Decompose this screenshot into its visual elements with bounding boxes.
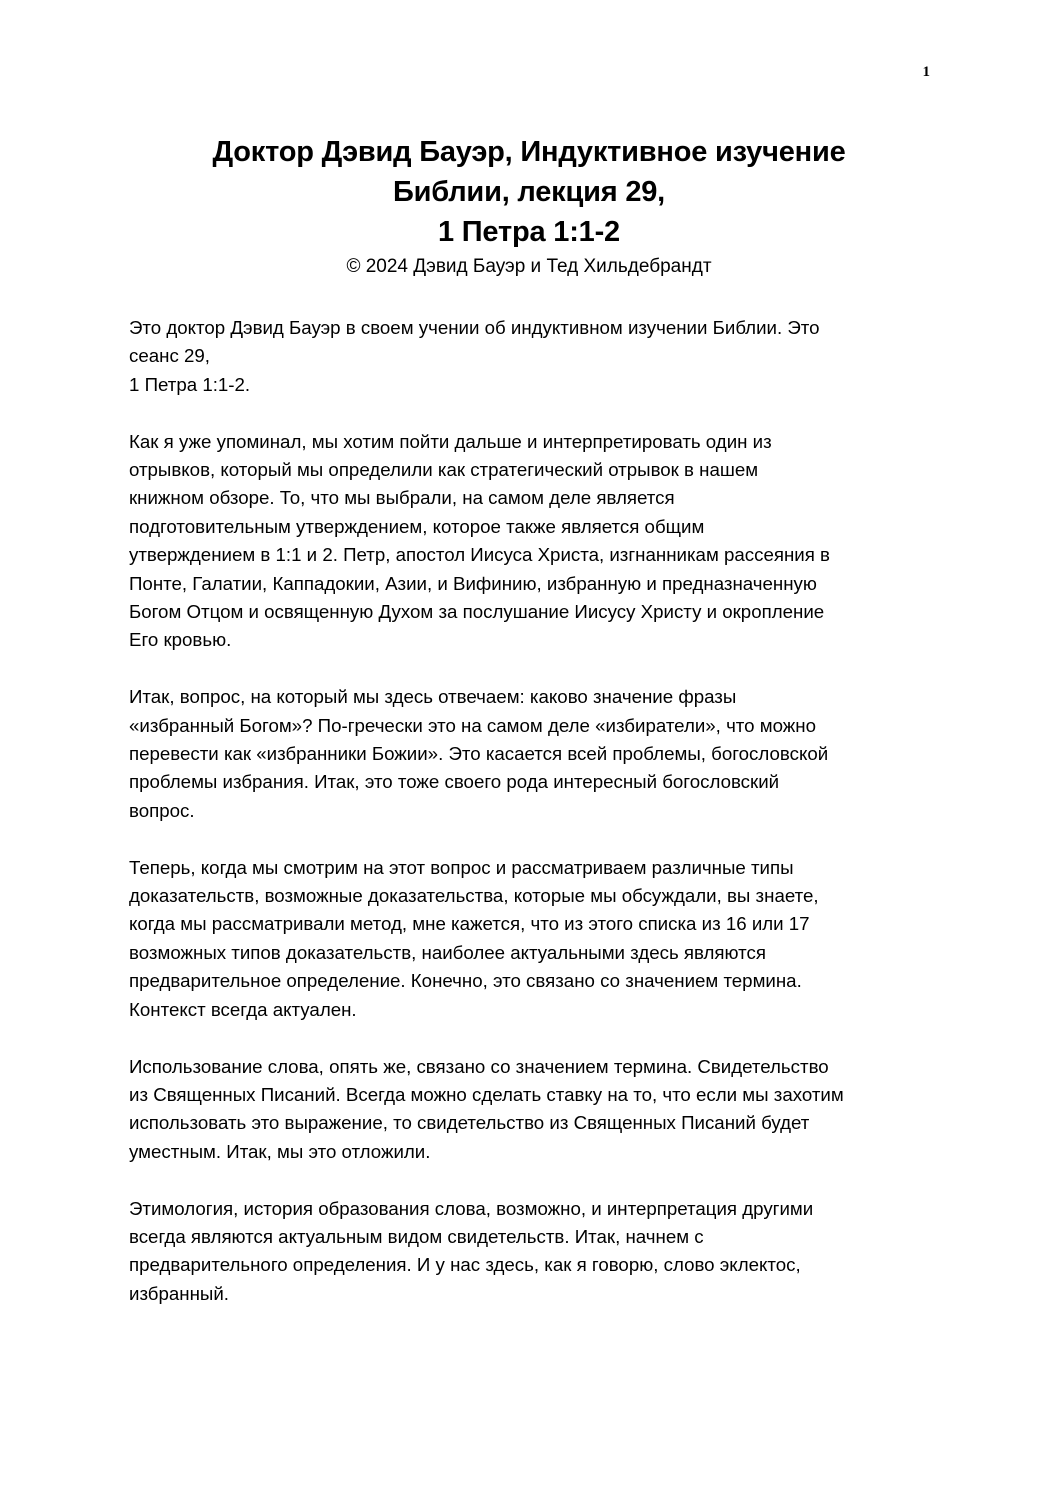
text-line: сеанс 29, xyxy=(129,345,210,367)
copyright-line: © 2024 Дэвид Бауэр и Тед Хильдебрандт xyxy=(346,256,712,277)
text-line: Теперь, когда мы смотрим на этот вопрос и рассматриваем различные типы xyxy=(129,856,794,878)
text-line: подготовительным утверждением, которое также является общим xyxy=(129,515,705,537)
text-line: Использование слова, опять же, связано со значением термина. Свидетельство xyxy=(129,1055,829,1077)
text-line: Это доктор Дэвид Бауэр в своем учении об индуктивном изучении Библии. Это xyxy=(129,317,820,338)
title-line-3: 1 Петра 1:1-2 xyxy=(438,216,620,248)
text-line: Богом Отцом и освященную Духом за послушание Иисусу Христу и окропление xyxy=(129,601,825,623)
text-line: книжном обзоре. То, что мы выбрали, на самом деле является xyxy=(129,487,675,509)
text-line: Как я уже упоминал, мы хотим пойти дальше и интерпретировать один из xyxy=(129,430,772,452)
text-line: доказательств, возможные доказательства, которые мы обсуждали, вы знаете, xyxy=(129,885,819,907)
title-block xyxy=(0,132,1058,281)
text-line: уместным. Итак, мы это отложили. xyxy=(129,1140,431,1162)
text-line: всегда являются актуальным видом свидетельств. Итак, начнем с xyxy=(129,1225,704,1247)
paragraph-question xyxy=(129,683,939,825)
text-line: вопрос. xyxy=(129,799,195,821)
page-number: 1 xyxy=(922,64,930,80)
paragraph-strategic-passage xyxy=(129,428,939,655)
text-line: из Священных Писаний. Всегда можно сделать ставку на то, что если мы захотим xyxy=(129,1083,844,1105)
text-line: когда мы рассматривали метод, мне кажется, что из этого списка из 16 или 17 xyxy=(129,913,810,935)
text-line: использовать это выражение, то свидетельство из Священных Писаний будет xyxy=(129,1112,810,1134)
text-line: Его кровью. xyxy=(129,629,232,651)
text-line: 1 Петра 1:1-2. xyxy=(129,373,251,395)
text-line: избранный. xyxy=(129,1282,229,1304)
text-line: утверждением в 1:1 и 2. Петр, апостол Иисуса Христа, изгнанникам рассеяния в xyxy=(129,544,830,566)
text-line: отрывков, который мы определили как стратегический отрывок в нашем xyxy=(129,459,759,481)
paragraph-word-usage xyxy=(129,1053,939,1167)
text-line: Итак, вопрос, на который мы здесь отвечаем: каково значение фразы xyxy=(129,686,737,708)
text-line: перевести как «избранники Божии». Это касается всей проблемы, богословской xyxy=(129,743,829,765)
text-line: «избранный Богом»? По-гречески это на самом деле «избиратели», что можно xyxy=(129,714,816,736)
text-line: возможных типов доказательств, наиболее актуальными здесь являются xyxy=(129,941,766,963)
body-text xyxy=(129,314,939,1337)
paragraph-etymology xyxy=(129,1195,939,1309)
paragraph-evidence-types xyxy=(129,854,939,1024)
text-line: Контекст всегда актуален. xyxy=(129,998,357,1020)
text-line: предварительное определение. Конечно, это связано со значением термина. xyxy=(129,970,802,992)
paragraph-intro xyxy=(129,314,939,399)
title-line-1: Доктор Дэвид Бауэр, Индуктивное изучение xyxy=(212,136,846,168)
title-line-2: Библии, лекция 29, xyxy=(392,176,666,208)
text-line: предварительного определения. И у нас здесь, как я говорю, слово эклектос, xyxy=(129,1254,801,1276)
text-line: Этимология, история образования слова, возможно, и интерпретация другими xyxy=(129,1197,814,1219)
text-line: Понте, Галатии, Каппадокии, Азии, и Вифинию, избранную и предназначенную xyxy=(129,572,817,594)
text-line: проблемы избрания. Итак, это тоже своего рода интересный богословский xyxy=(129,771,780,793)
